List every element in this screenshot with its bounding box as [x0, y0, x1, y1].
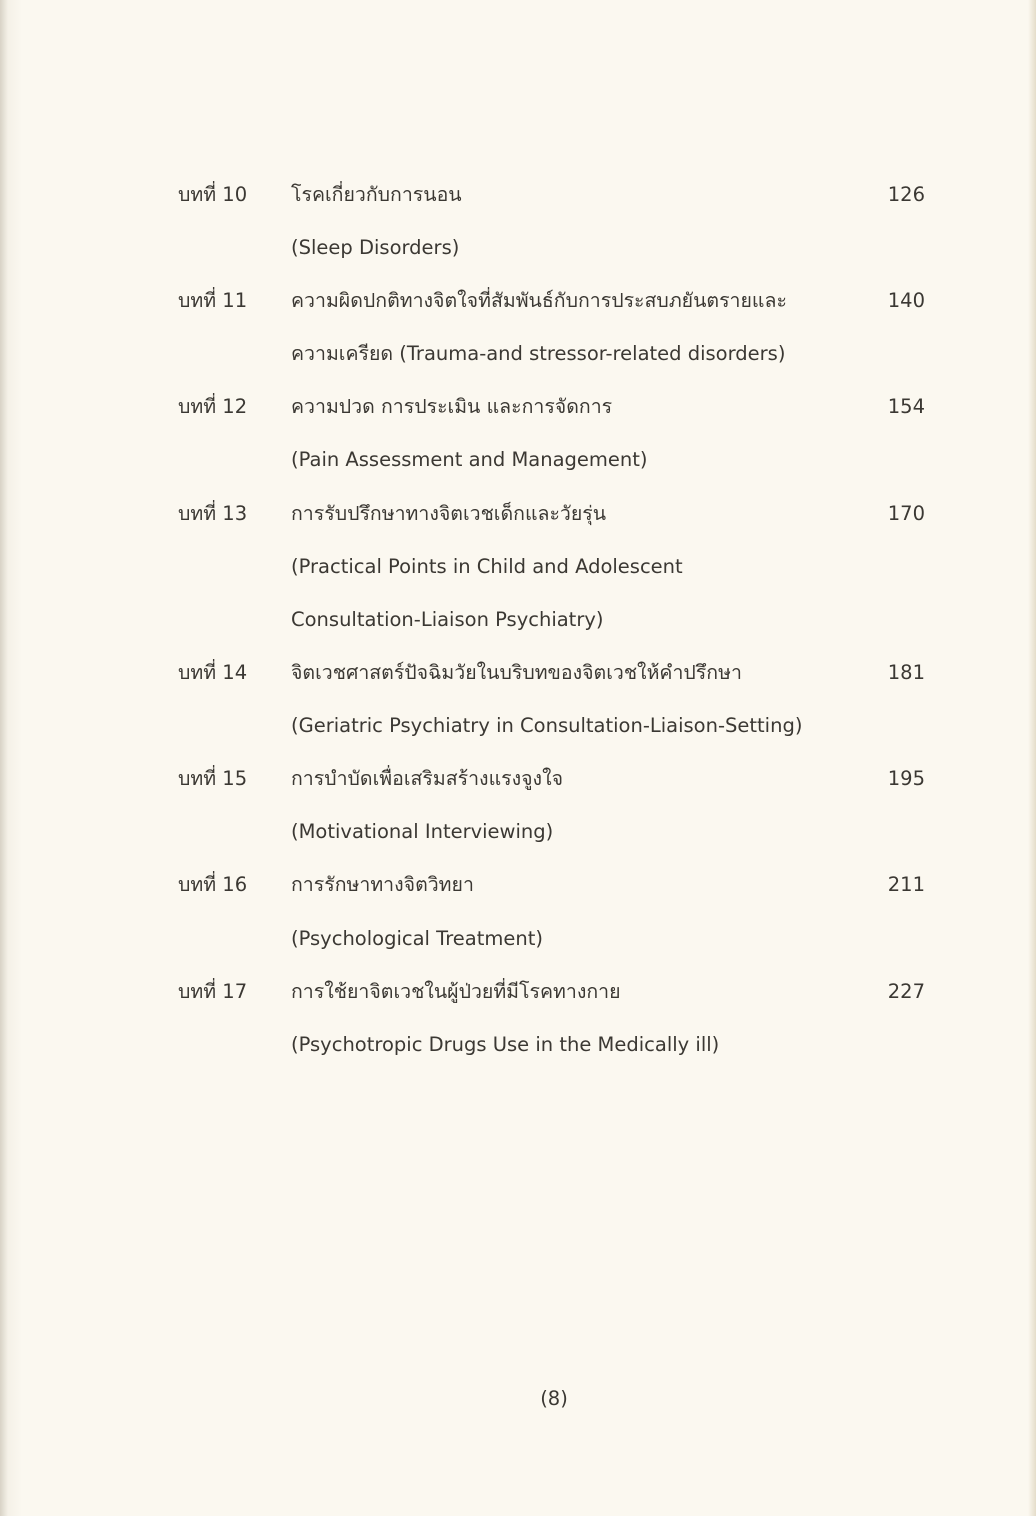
chapter-page-number: 195: [887, 767, 925, 790]
toc-entry-chapter-15: [0, 759, 1036, 799]
chapter-title-thai: การรับปรึกษาทางจิตเวชเด็กและวัยรุ่น: [291, 502, 607, 525]
toc-entry-chapter-15-subtitle: [0, 812, 1036, 852]
toc-entry-chapter-13-subtitle: [0, 547, 1036, 587]
chapter-label: บทที่ 12: [178, 395, 248, 418]
toc-entry-chapter-13-subtitle-2: [0, 600, 1036, 640]
chapter-title-thai: การรักษาทางจิตวิทยา: [291, 873, 474, 896]
chapter-title-english: (Geriatric Psychiatry in Consultation-Liaison-Setting): [291, 714, 803, 737]
chapter-page-number: 170: [887, 502, 925, 525]
chapter-label: บทที่ 11: [178, 289, 248, 312]
chapter-label: บทที่ 13: [178, 502, 248, 525]
toc-entry-chapter-16: [0, 865, 1036, 905]
chapter-title-english: ความเครียด (Trauma-and stressor-related disorders): [291, 342, 786, 365]
toc-entry-chapter-12-subtitle: [0, 440, 1036, 480]
chapter-title-thai: ความปวด การประเมิน และการจัดการ: [291, 395, 613, 418]
toc-entry-chapter-10-subtitle: [0, 228, 1036, 268]
chapter-page-number: 126: [887, 183, 925, 206]
chapter-title-thai: โรคเกี่ยวกับการนอน: [291, 183, 462, 206]
chapter-title-thai: ความผิดปกติทางจิตใจที่สัมพันธ์กับการประสบภยันตรายและ: [291, 289, 787, 312]
toc-entry-chapter-17: [0, 972, 1036, 1012]
chapter-label: บทที่ 15: [178, 767, 248, 790]
chapter-title-english: (Practical Points in Child and Adolescent: [291, 555, 683, 578]
toc-entry-chapter-14-subtitle: [0, 706, 1036, 746]
chapter-title-english: (Sleep Disorders): [291, 236, 460, 259]
toc-entry-chapter-11: [0, 281, 1036, 321]
chapter-page-number: 154: [887, 395, 925, 418]
chapter-title-thai: การบำบัดเพื่อเสริมสร้างแรงจูงใจ: [291, 767, 564, 790]
chapter-title-english-continued: Consultation-Liaison Psychiatry): [291, 608, 604, 631]
chapter-title-thai: การใช้ยาจิตเวชในผู้ป่วยที่มีโรคทางกาย: [291, 980, 621, 1003]
chapter-title-english: (Pain Assessment and Management): [291, 448, 648, 471]
chapter-label: บทที่ 10: [178, 183, 248, 206]
chapter-label: บทที่ 17: [178, 980, 248, 1003]
chapter-title-english: (Psychological Treatment): [291, 927, 543, 950]
chapter-label: บทที่ 16: [178, 873, 248, 896]
chapter-page-number: 211: [887, 873, 925, 896]
toc-entry-chapter-10: [0, 175, 1036, 215]
toc-entry-chapter-16-subtitle: [0, 919, 1036, 959]
chapter-page-number: 140: [887, 289, 925, 312]
chapter-page-number: 227: [887, 980, 925, 1003]
chapter-title-thai: จิตเวชศาสตร์ปัจฉิมวัยในบริบทของจิตเวชให้คำปรึกษา: [291, 661, 742, 684]
toc-entry-chapter-11-subtitle: [0, 334, 1036, 374]
chapter-title-english: (Psychotropic Drugs Use in the Medically ill): [291, 1033, 720, 1056]
chapter-label: บทที่ 14: [178, 661, 248, 684]
toc-entry-chapter-13: [0, 494, 1036, 534]
toc-entry-chapter-12: [0, 387, 1036, 427]
page-number-footer: (8): [540, 1387, 568, 1410]
toc-entry-chapter-14: [0, 653, 1036, 693]
chapter-page-number: 181: [887, 661, 925, 684]
toc-entry-chapter-17-subtitle: [0, 1025, 1036, 1065]
chapter-title-english: (Motivational Interviewing): [291, 820, 554, 843]
